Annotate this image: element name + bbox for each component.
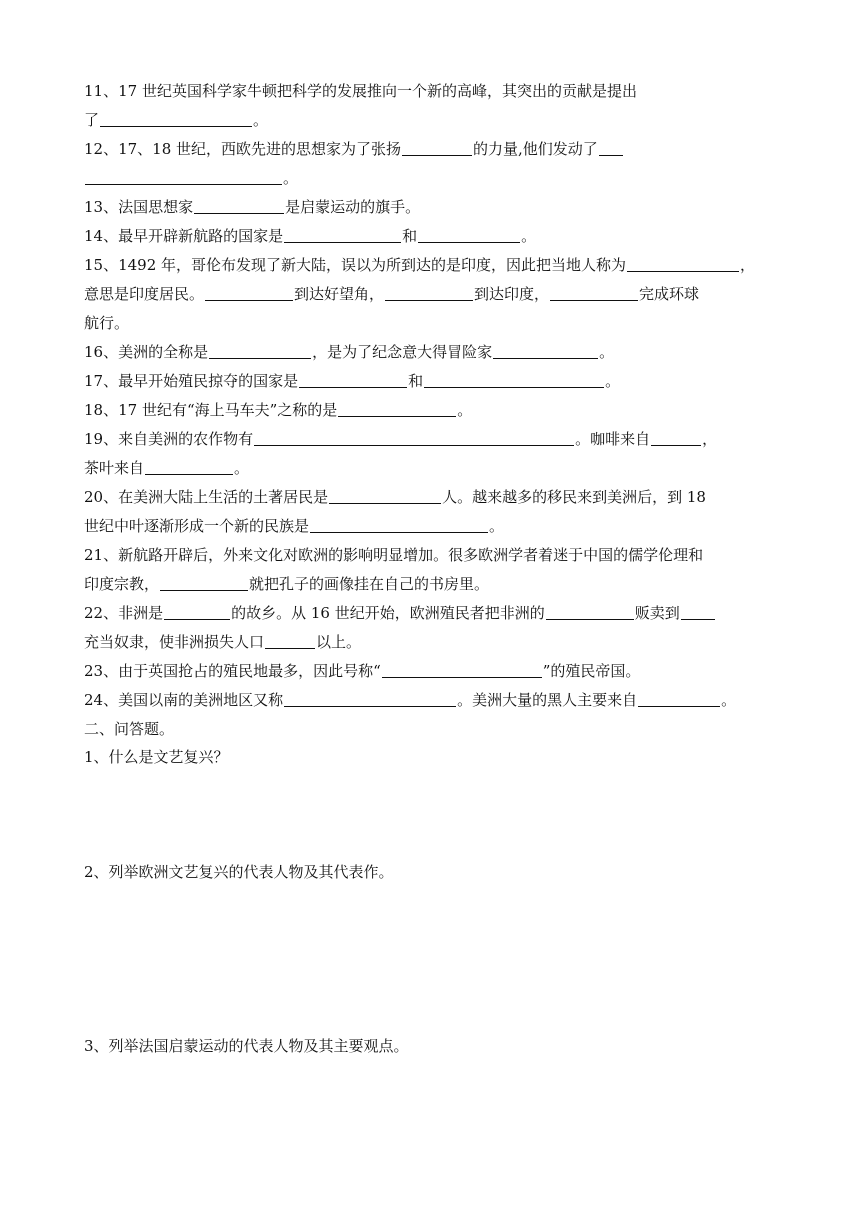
answer-blank[interactable] — [424, 372, 604, 388]
answer-blank[interactable] — [160, 575, 248, 591]
answer-blank[interactable] — [402, 140, 472, 156]
question-12-line-1: 12、17、18 世纪，西欧先进的思想家为了张扬 的力量,他们发动了 — [84, 138, 624, 160]
question-11-line-1: 11、17 世纪英国科学家牛顿把科学的发展推向一个新的高峰，其突出的贡献是提出 — [84, 82, 637, 100]
answer-blank[interactable] — [627, 256, 739, 272]
question-14: 14、最早开辟新航路的国家是 和 。 — [84, 227, 537, 245]
answer-blank[interactable] — [493, 343, 598, 359]
answer-blank[interactable] — [164, 604, 230, 620]
question-19-line-1: 19、来自美洲的农作物有 。咖啡来自 ， — [84, 430, 718, 448]
question-16: 16、美洲的全称是 ，是为了纪念意大得冒险家 。 — [84, 343, 615, 361]
question-17: 17、最早开始殖民掠夺的国家是 和 。 — [84, 372, 621, 390]
answer-blank[interactable] — [284, 227, 401, 243]
answer-blank[interactable] — [651, 430, 701, 446]
answer-blank[interactable] — [254, 430, 574, 446]
question-19-line-2: 茶叶来自 。 — [84, 459, 250, 477]
question-20-line-1: 20、在美洲大陆上生活的土著居民是 人。越来越多的移民来到美洲后，到 18 — [84, 488, 706, 506]
answer-blank[interactable] — [209, 343, 311, 359]
answer-blank[interactable] — [310, 517, 488, 533]
question-13: 13、法国思想家 是启蒙运动的旗手。 — [84, 198, 421, 216]
answer-blank[interactable] — [338, 401, 456, 417]
answer-blank[interactable] — [546, 604, 634, 620]
section-heading-qa: 二、问答题。 — [84, 720, 175, 738]
answer-blank[interactable] — [329, 488, 441, 504]
answer-blank[interactable] — [265, 633, 315, 649]
answer-blank[interactable] — [599, 140, 623, 156]
question-15-line-3: 航行。 — [84, 314, 130, 332]
question-15-line-1: 15、1492 年，哥伦布发现了新大陆，误以为所到达的是印度，因此把当地人称为 ， — [84, 256, 756, 274]
question-22-line-2: 充当奴隶，使非洲损失人口 以上。 — [84, 633, 362, 651]
answer-blank[interactable] — [194, 198, 284, 214]
answer-blank[interactable] — [681, 604, 715, 620]
answer-blank[interactable] — [418, 227, 520, 243]
question-24: 24、美国以南的美洲地区又称 。美洲大量的黑人主要来自 。 — [84, 691, 737, 709]
question-22-line-1: 22、非洲是 的故乡。从 16 世纪开始，欧洲殖民者把非洲的 贩卖到 — [84, 602, 716, 624]
question-21-line-1: 21、新航路开辟后，外来文化对欧洲的影响明显增加。很多欧洲学者着迷于中国的儒学伦理和 — [84, 546, 704, 564]
answer-blank[interactable] — [382, 662, 542, 678]
qa-question-1: 1、什么是文艺复兴？ — [84, 748, 229, 766]
qa-question-2: 2、列举欧洲文艺复兴的代表人物及其代表作。 — [84, 863, 394, 881]
answer-blank[interactable] — [145, 459, 233, 475]
answer-blank[interactable] — [284, 691, 456, 707]
answer-blank[interactable] — [299, 372, 407, 388]
qa-question-3: 3、列举法国启蒙运动的代表人物及其主要观点。 — [84, 1037, 409, 1055]
question-15-line-2: 意思是印度居民。 到达好望角， 到达印度， 完成环球 — [84, 285, 700, 303]
question-18: 18、17 世纪有“海上马车夫”之称的是 。 — [84, 401, 473, 419]
answer-blank[interactable] — [638, 691, 720, 707]
question-21-line-2: 印度宗教， 就把孔子的画像挂在自己的书房里。 — [84, 575, 490, 593]
question-12-line-2: 。 — [84, 167, 298, 189]
answer-blank[interactable] — [385, 285, 473, 301]
answer-blank[interactable] — [550, 285, 638, 301]
question-23: 23、由于英国抢占的殖民地最多，因此号称“ ”的殖民帝国。 — [84, 662, 641, 680]
question-20-line-2: 世纪中叶逐渐形成一个新的民族是 。 — [84, 517, 505, 535]
answer-blank[interactable] — [85, 169, 282, 185]
answer-blank[interactable] — [205, 285, 293, 301]
answer-blank[interactable] — [100, 111, 252, 127]
question-11-line-2: 了 。 — [84, 111, 269, 129]
